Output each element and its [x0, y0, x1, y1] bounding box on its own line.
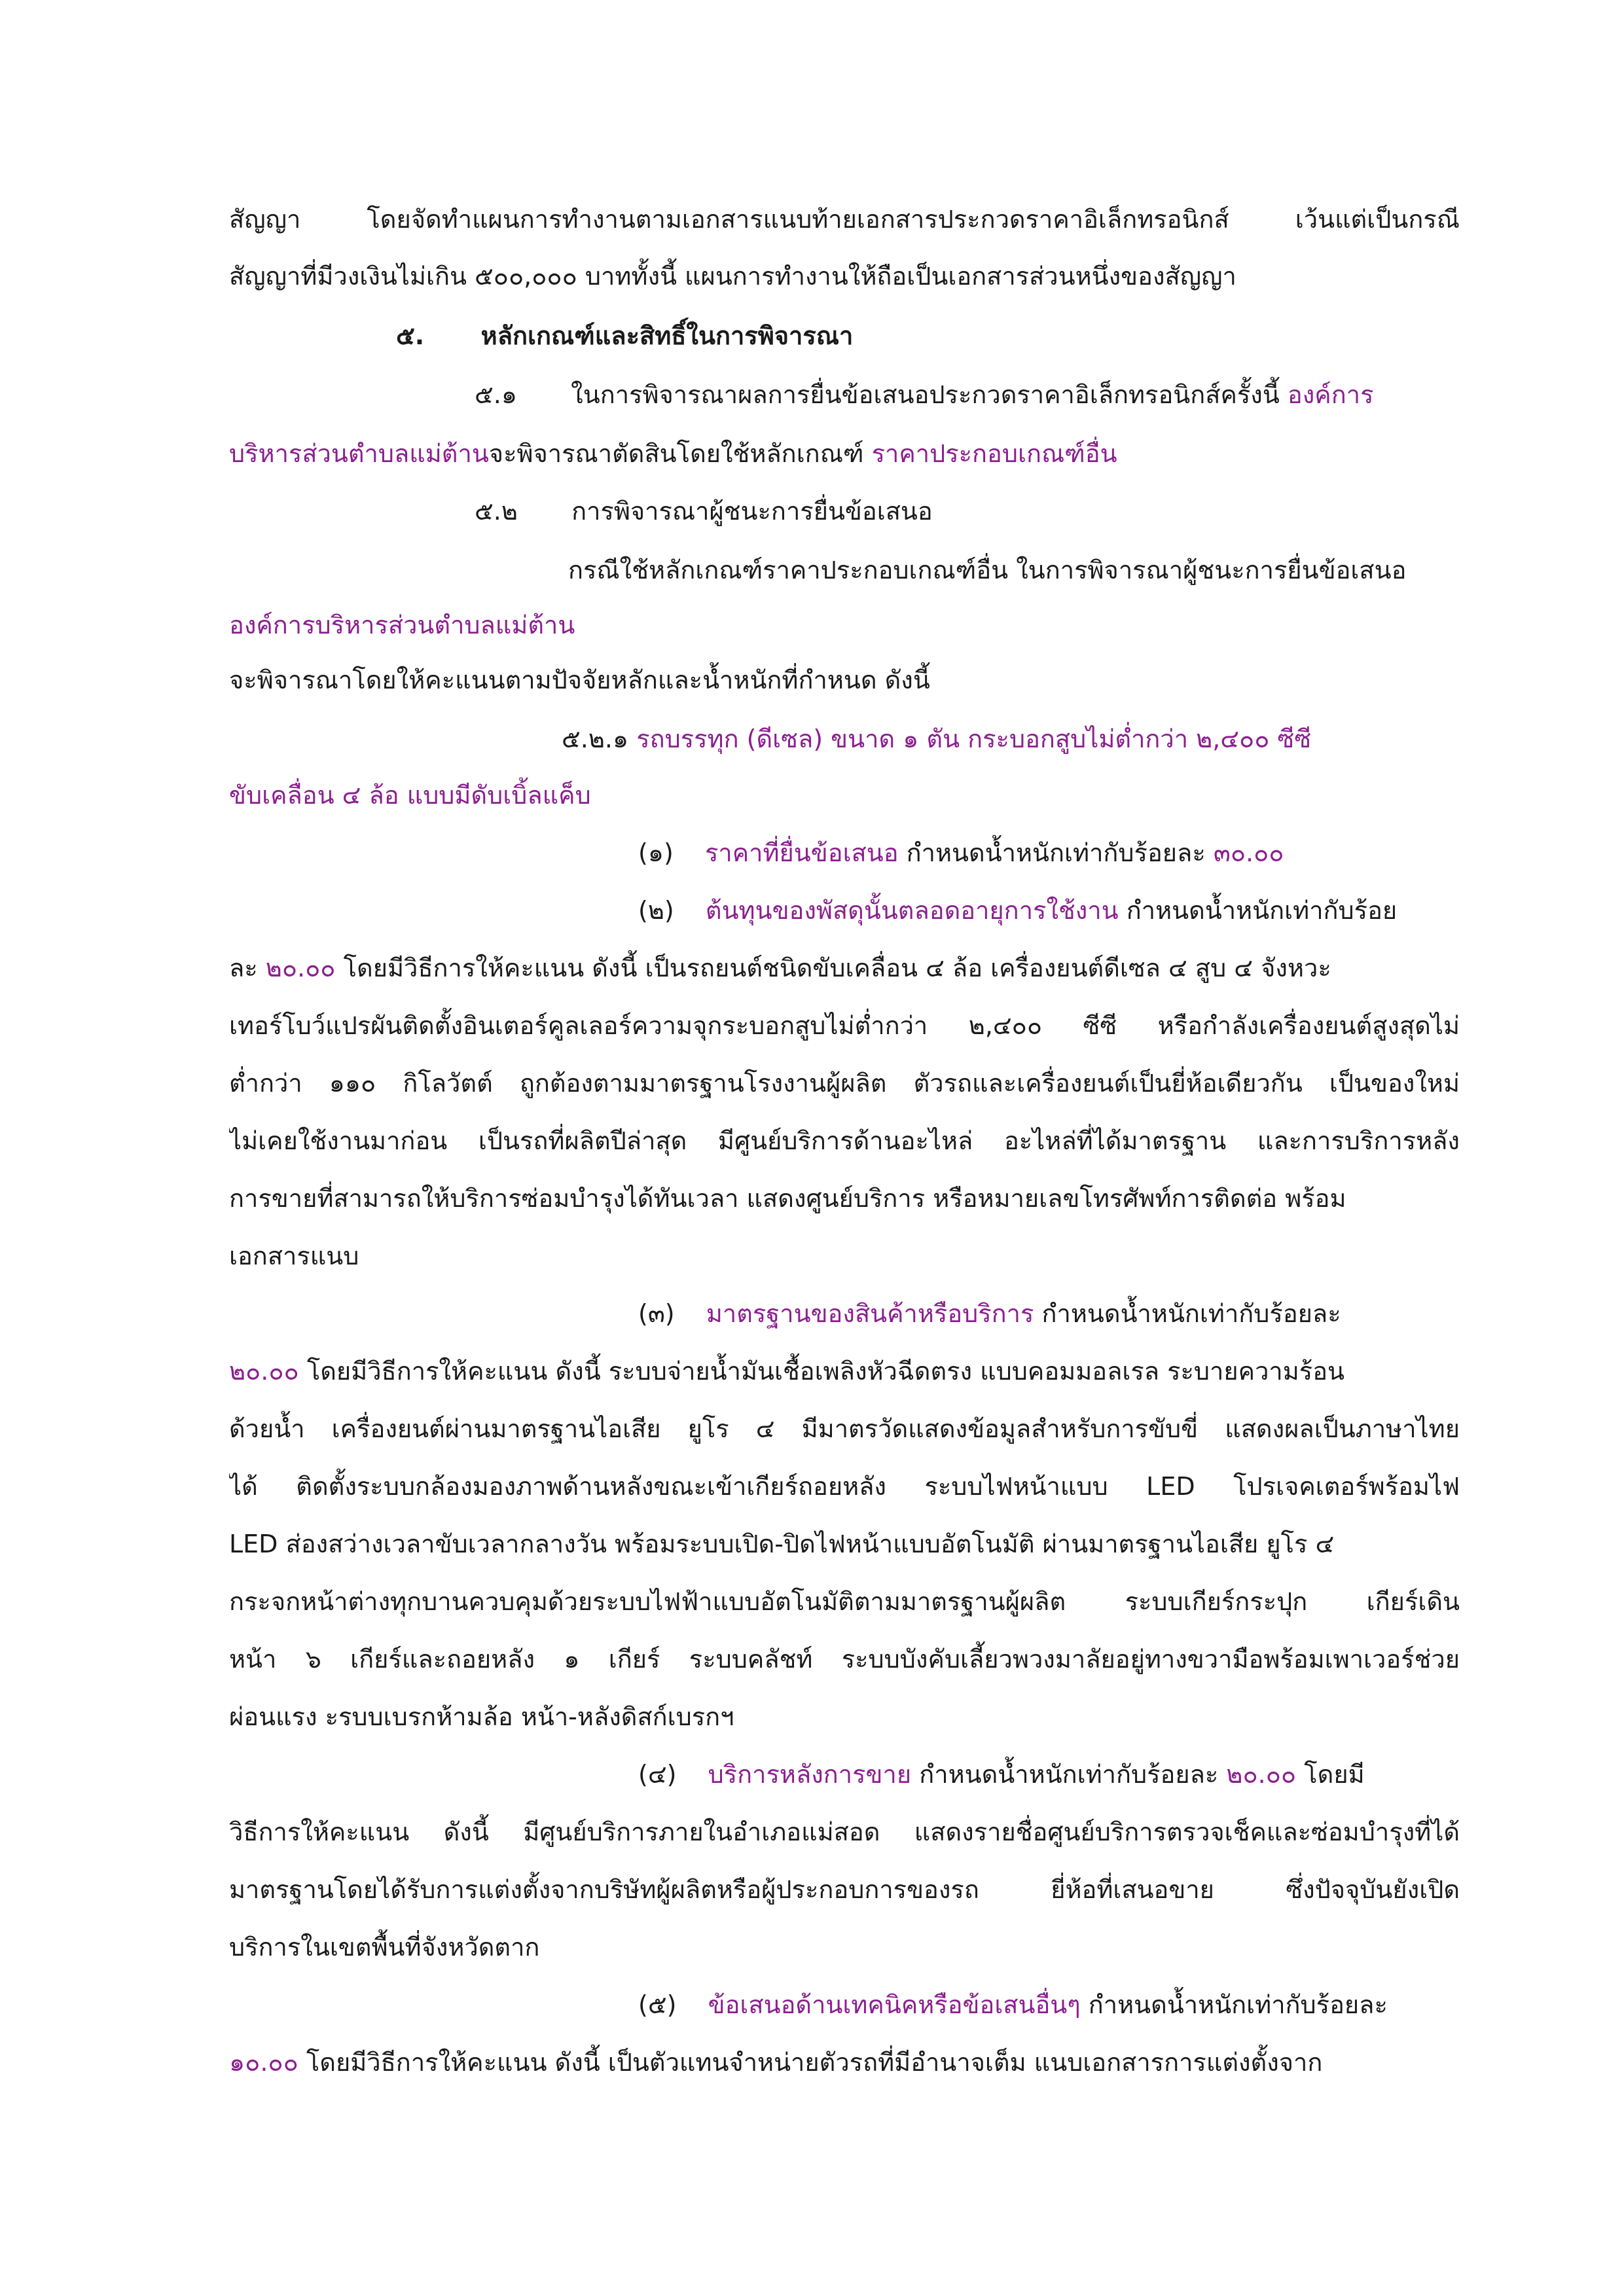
text: กรณีใช้หลักเกณฑ์ราคาประกอบเกณฑ์อื่น ในการพิจารณาผู้ชนะการยื่นข้อเสนอ — [568, 556, 1407, 584]
item-highlight: รถบรรทุก (ดีเซล) ขนาด ๑ ตัน กระบอกสูบไม่ต่ำกว่า ๒,๔๐๐ ซีซี — [636, 725, 1312, 753]
text: สัญญาที่มีวงเงินไม่เกิน ๕๐๐,๐๐๐ บาททั้งนี้ แผนการทำงานให้ถือเป็นเอกสารส่วนหนึ่งของสัญญา — [229, 262, 1236, 291]
text: ต่ำกว่า ๑๑๐ กิโลวัตต์ ถูกต้องตามมาตรฐานโรงงานผู้ผลิต ตัวรถและเครื่องยนต์เป็นยี่ห้อเดียวกัน เป็นของใหม่ — [229, 1069, 1460, 1098]
section-number: ๕. — [396, 321, 425, 350]
paragraph-line — [229, 1694, 1460, 1746]
paragraph-line — [229, 431, 1460, 483]
text: หน้า ๖ เกียร์และถอยหลัง ๑ เกียร์ ระบบคลัชท์ ระบบบังคับเลี้ยวพวงมาลัยอยู่ทางขวามือพร้อมเพาเวอร์ช่วย — [229, 1645, 1460, 1674]
paragraph-line — [229, 1579, 1460, 1631]
criterion-label: ราคาที่ยื่นข้อเสนอ — [704, 838, 899, 867]
org-name-highlight: องค์การ — [1287, 380, 1374, 409]
paragraph-line — [568, 547, 1460, 600]
criteria-highlight: ราคาประกอบเกณฑ์อื่น — [871, 439, 1117, 468]
section-title: หลักเกณฑ์และสิทธิ์ในการพิจารณา — [480, 321, 854, 350]
org-name-line — [229, 602, 1460, 655]
org-name-highlight: บริหารส่วนตำบลแม่ต้าน — [229, 439, 489, 468]
text: โดยมีวิธีการให้คะแนน ดังนี้ ระบบจ่ายน้ำมันเชื้อเพลิงหัวฉีดตรง แบบคอมมอลเรล ระบายความร้อน — [306, 1357, 1345, 1386]
criterion-number: (๓) — [638, 1299, 675, 1328]
criterion-3 — [638, 1291, 1460, 1343]
paragraph-line — [229, 1348, 1460, 1401]
clause-5-2-1 — [562, 716, 1460, 768]
paragraph-line — [229, 1175, 1460, 1228]
text: ละ — [229, 954, 258, 982]
text: กำหนดน้ำหนักเท่ากับร้อยละ — [919, 1760, 1219, 1789]
paragraph-line — [229, 196, 1460, 249]
text: บริการในเขตพื้นที่จังหวัดตาก — [229, 1933, 540, 1962]
criterion-number: (๑) — [638, 838, 674, 867]
paragraph-line — [229, 1060, 1460, 1113]
text: โดยมี — [1304, 1760, 1365, 1789]
criterion-number: (๒) — [638, 896, 674, 925]
text: กำหนดน้ำหนักเท่ากับร้อยละ — [1041, 1299, 1341, 1328]
criterion-label: บริการหลังการขาย — [708, 1760, 912, 1789]
text: กระจกหน้าต่างทุกบานควบคุมด้วยระบบไฟฟ้าแบบอัตโนมัติตามมาตรฐานผู้ผลิต ระบบเกียร์กระปุก เกียร์เดิน — [229, 1587, 1460, 1616]
criterion-label: ต้นทุนของพัสดุนั้นตลอดอายุการใช้งาน — [705, 896, 1119, 925]
criterion-5 — [638, 1982, 1460, 2034]
paragraph-line — [229, 1118, 1460, 1170]
text: สัญญา โดยจัดทำแผนการทำงานตามเอกสารแนบท้ายเอกสารประกวดราคาอิเล็กทรอนิกส์ เว้นแต่เป็นกรณี — [229, 205, 1460, 234]
paragraph-line — [229, 657, 1460, 709]
text: จะพิจารณาโดยให้คะแนนตามปัจจัยหลักและน้ำหนักที่กำหนด ดังนี้ — [229, 666, 930, 694]
paragraph-line — [229, 1406, 1460, 1458]
criterion-2 — [638, 888, 1460, 940]
clause-title: การพิจารณาผู้ชนะการยื่นข้อเสนอ — [571, 497, 933, 526]
weight-value: ๒๐.๐๐ — [229, 1357, 299, 1386]
clause-5-1 — [475, 372, 1460, 424]
weight-value: ๒๐.๐๐ — [1226, 1760, 1297, 1789]
criterion-number: (๕) — [638, 1990, 677, 2019]
text: ในการพิจารณาผลการยื่นข้อเสนอประกวดราคาอิเล็กทรอนิกส์ครั้งนี้ — [571, 380, 1280, 409]
text: ด้วยน้ำ เครื่องยนต์ผ่านมาตรฐานไอเสีย ยูโร ๔ มีมาตรวัดแสดงข้อมูลสำหรับการขับขี่ แสดงผลเป็นภาษาไทย — [229, 1414, 1460, 1443]
criterion-4 — [638, 1751, 1460, 1804]
paragraph-line — [229, 253, 1460, 306]
paragraph-line — [229, 1924, 1460, 1977]
clause-number: ๕.๑ — [475, 380, 517, 409]
paragraph-line — [229, 1809, 1460, 1861]
text: ผ่อนแรง ะรบบเบรกห้ามล้อ หน้า-หลังดิสก์เบรกฯ — [229, 1702, 734, 1731]
clause-5-2 — [475, 488, 1460, 541]
paragraph-line — [229, 1867, 1460, 1919]
criterion-number: (๔) — [638, 1760, 677, 1789]
text: กำหนดน้ำหนักเท่ากับร้อย — [1126, 896, 1398, 925]
text: ไม่เคยใช้งานมาก่อน เป็นรถที่ผลิตปีล่าสุด มีศูนย์บริการด้านอะไหล่ อะไหล่ที่ได้มาตรฐาน และการบริการหลัง — [229, 1126, 1460, 1155]
text: วิธีการให้คะแนน ดังนี้ มีศูนย์บริการภายในอำเภอแม่สอด แสดงรายชื่อศูนย์บริการตรวจเช็คและซ่อมบำรุงที่ได้ — [229, 1818, 1460, 1846]
text: LED ส่องสว่างเวลาขับเวลากลางวัน พร้อมระบบเปิด-ปิดไฟหน้าแบบอัตโนมัติ ผ่านมาตรฐานไอเสีย ยูโร ๔ — [229, 1530, 1335, 1558]
text: กำหนดน้ำหนักเท่ากับร้อยละ — [1088, 1990, 1388, 2019]
paragraph-line — [229, 945, 1460, 997]
text: โดยมีวิธีการให้คะแนน ดังนี้ เป็นตัวแทนจำหน่ายตัวรถที่มีอำนาจเต็ม แนบเอกสารการแต่งตั้งจาก — [306, 2048, 1323, 2077]
text: ได้ ติดตั้งระบบกล้องมองภาพด้านหลังขณะเข้าเกียร์ถอยหลัง ระบบไฟหน้าแบบ LED โปรเจคเตอร์พร้อมไฟ — [229, 1472, 1460, 1501]
paragraph-line — [229, 1003, 1460, 1055]
org-name-highlight: องค์การบริหารส่วนตำบลแม่ต้าน — [229, 611, 575, 639]
criterion-1 — [638, 830, 1460, 882]
weight-value: ๓๐.๐๐ — [1213, 838, 1284, 867]
text: เอกสารแนบ — [229, 1242, 359, 1270]
weight-value: ๒๐.๐๐ — [265, 954, 336, 982]
item-line — [229, 772, 1460, 825]
text: เทอร์โบว์แปรผันติดตั้งอินเตอร์คูลเลอร์ความจุกระบอกสูบไม่ต่ำกว่า ๒,๔๐๐ ซีซี หรือกำลังเครื่องยนต์สูงสุดไม่ — [229, 1011, 1460, 1040]
criterion-label: มาตรฐานของสินค้าหรือบริการ — [706, 1299, 1034, 1328]
paragraph-line — [229, 1463, 1460, 1516]
paragraph-line — [229, 1636, 1460, 1689]
item-highlight: ขับเคลื่อน ๔ ล้อ แบบมีดับเบิ้ลแค็บ — [229, 781, 591, 810]
clause-number: ๕.๒.๑ — [562, 725, 629, 753]
text: โดยมีวิธีการให้คะแนน ดังนี้ เป็นรถยนต์ชนิดขับเคลื่อน ๔ ล้อ เครื่องยนต์ดีเซล ๔ สูบ ๔ จังหวะ — [343, 954, 1331, 982]
text: กำหนดน้ำหนักเท่ากับร้อยละ — [906, 838, 1206, 867]
paragraph-line — [229, 1233, 1460, 1285]
weight-value: ๑๐.๐๐ — [229, 2048, 298, 2077]
paragraph-line — [229, 2039, 1460, 2092]
text: มาตรฐานโดยได้รับการแต่งตั้งจากบริษัทผู้ผลิตหรือผู้ประกอบการของรถ ยี่ห้อที่เสนอขาย ซึ่งปัจจุบันยังเปิด — [229, 1875, 1460, 1904]
paragraph-line — [229, 1521, 1460, 1573]
clause-number: ๕.๒ — [475, 497, 518, 526]
text: การขายที่สามารถให้บริการซ่อมบำรุงได้ทันเวลา แสดงศูนย์บริการ หรือหมายเลขโทรศัพท์การติดต่อ พร้อม — [229, 1184, 1346, 1213]
criterion-label: ข้อเสนอด้านเทคนิคหรือข้อเสนอื่นๆ — [708, 1990, 1081, 2019]
text: จะพิจารณาตัดสินโดยใช้หลักเกณฑ์ — [488, 439, 864, 468]
section-5-heading — [396, 313, 1624, 365]
